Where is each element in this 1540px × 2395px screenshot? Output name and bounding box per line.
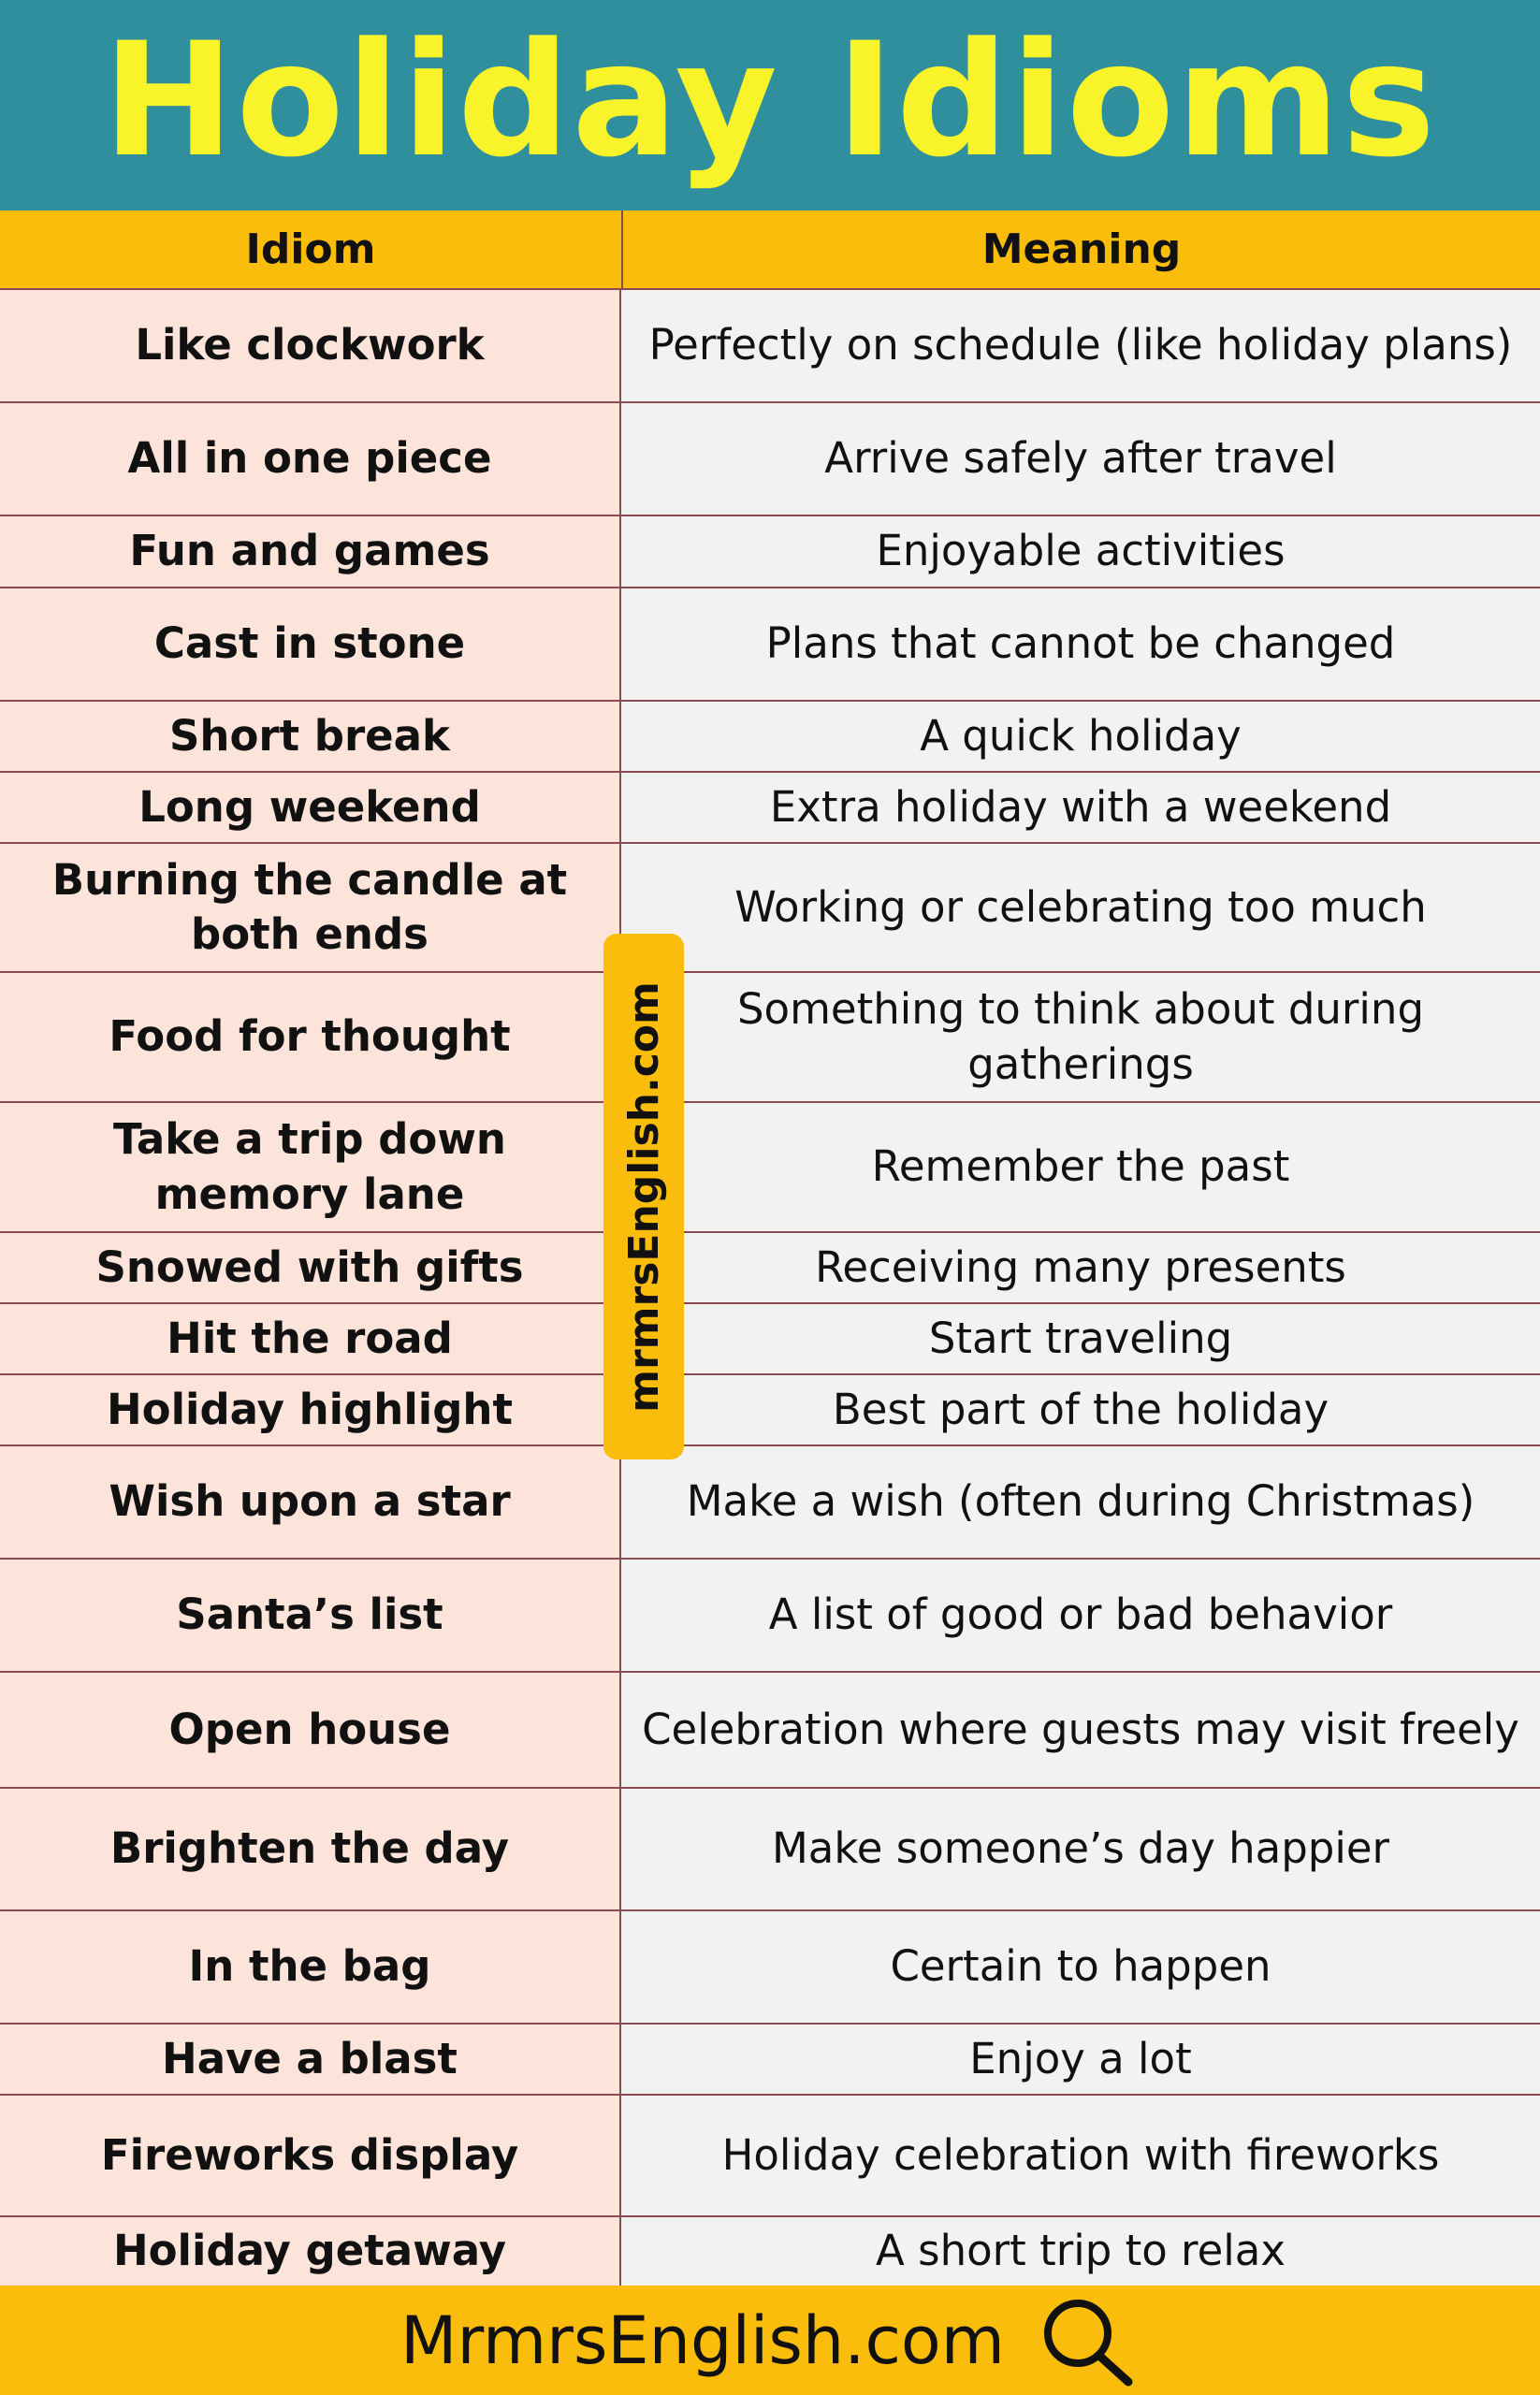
idiom-cell: Burning the candle at both ends [0,844,621,971]
table-row [0,1375,1540,1446]
table-row [0,1304,1540,1375]
meaning-cell: Working or celebrating too much [621,844,1540,971]
column-header-idiom: Idiom [0,210,623,288]
idiom-cell: Long weekend [0,773,621,842]
table-row [0,1911,1540,2025]
table-row [0,2217,1540,2286]
table-row [0,1789,1540,1911]
meaning-cell: Plans that cannot be changed [621,588,1540,700]
table-row [0,773,1540,844]
idiom-cell: Have a blast [0,2025,621,2094]
watermark-badge [603,934,684,1459]
idiom-cell: Food for thought [0,973,621,1101]
table-row [0,1233,1540,1304]
table-row [0,844,1540,973]
meaning-cell: Receiving many presents [621,1233,1540,1302]
meaning-cell: Extra holiday with a weekend [621,773,1540,842]
idiom-cell: Snowed with gifts [0,1233,621,1302]
idiom-table [0,290,1540,2286]
table-row [0,516,1540,588]
table-row [0,290,1540,403]
idiom-cell: Like clockwork [0,290,621,401]
idiom-cell: Wish upon a star [0,1446,621,1558]
table-row [0,2096,1540,2217]
table-header [0,210,1540,290]
idiom-cell: Fun and games [0,516,621,587]
idiom-cell: Hit the road [0,1304,621,1373]
magnifier-icon [1037,2294,1140,2388]
page-title: Holiday Idioms [102,7,1438,192]
idiom-cell: Cast in stone [0,588,621,700]
idiom-cell: Brighten the day [0,1789,621,1909]
idiom-cell: Holiday getaway [0,2217,621,2286]
column-header-meaning: Meaning [981,225,1182,273]
meaning-cell: A list of good or bad behavior [621,1560,1540,1671]
table-row [0,1560,1540,1673]
idiom-cell: Santa’s list [0,1560,621,1671]
meaning-cell: Make someone’s day happier [621,1789,1540,1909]
idiom-cell: Take a trip down memory lane [0,1103,621,1231]
idiom-cell: Short break [0,702,621,771]
table-row [0,2025,1540,2096]
footer-site: MrmrsEnglish.com [400,2301,1005,2379]
footer-banner [0,2286,1540,2395]
meaning-cell: Something to think about during gatherings [621,973,1540,1101]
meaning-cell: Arrive safely after travel [621,403,1540,515]
meaning-cell: Enjoy a lot [621,2025,1540,2094]
idiom-cell: Open house [0,1673,621,1787]
idiom-cell: Holiday highlight [0,1375,621,1444]
meaning-cell: Certain to happen [621,1911,1540,2023]
table-row [0,1103,1540,1233]
idiom-cell: All in one piece [0,403,621,515]
table-row [0,702,1540,773]
table-row [0,973,1540,1103]
meaning-cell: Perfectly on schedule (like holiday plans) [621,290,1540,401]
meaning-cell: Celebration where guests may visit freely [621,1673,1540,1787]
meaning-cell: A short trip to relax [621,2217,1540,2286]
title-banner [0,0,1540,210]
meaning-cell: Make a wish (often during Christmas) [621,1446,1540,1558]
idiom-cell: In the bag [0,1911,621,2023]
meaning-cell: Enjoyable activities [621,516,1540,587]
table-row [0,403,1540,516]
idiom-cell: Fireworks display [0,2096,621,2215]
meaning-cell: A quick holiday [621,702,1540,771]
meaning-cell: Holiday celebration with fireworks [621,2096,1540,2215]
meaning-cell: Remember the past [621,1103,1540,1231]
table-row [0,1446,1540,1560]
meaning-cell: Start traveling [621,1304,1540,1373]
watermark-text: mrmrsEnglish.com [619,980,668,1413]
table-row [0,1673,1540,1789]
meaning-cell: Best part of the holiday [621,1375,1540,1444]
table-row [0,588,1540,702]
